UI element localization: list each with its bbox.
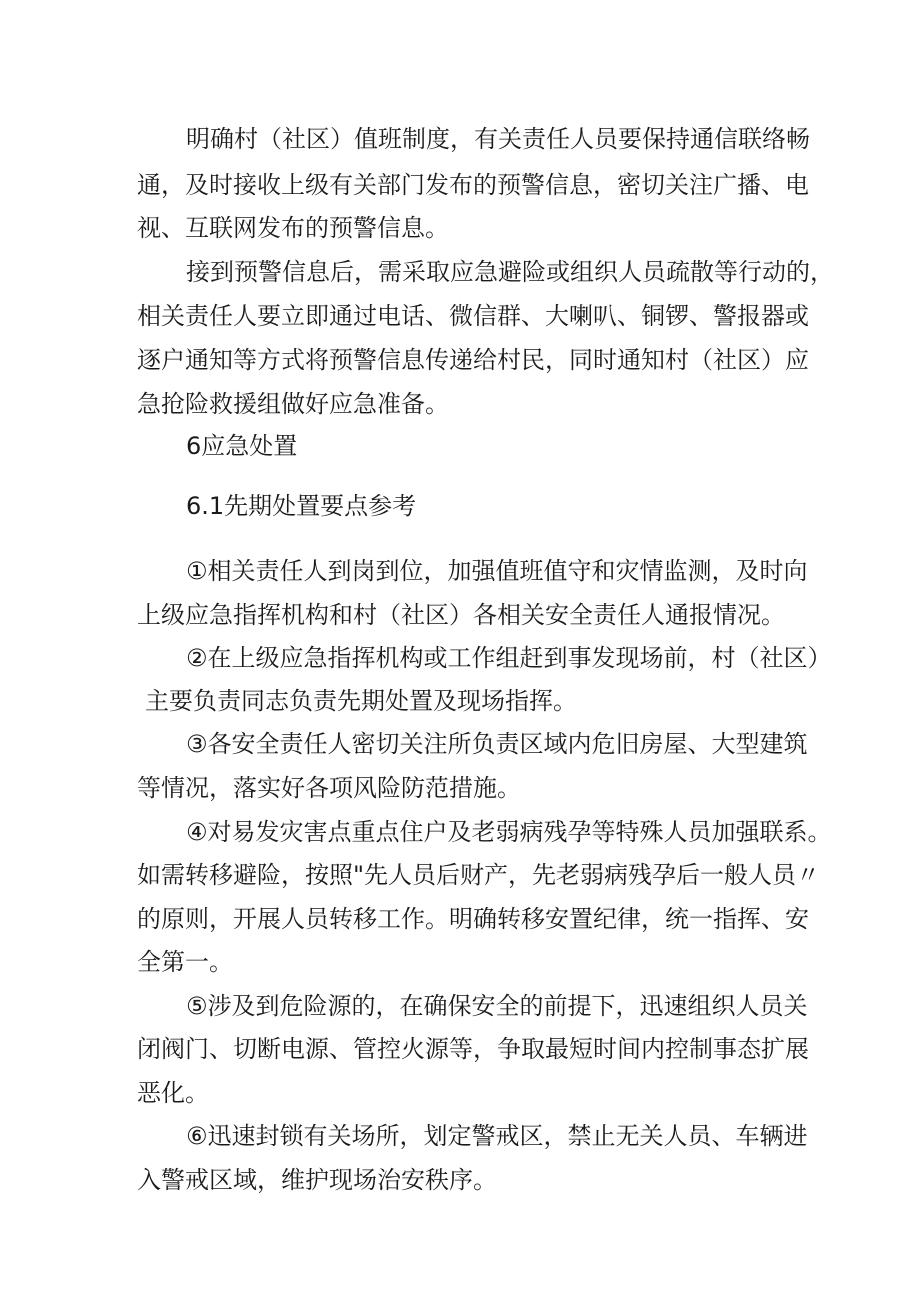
list-item-line: 如需转移避险，按照"先人员后财产，先老弱病残孕后一般人员〃 [137, 861, 821, 889]
list-item-line: ③各安全责任人密切关注所负责区域内危旧房屋、大型建筑 [186, 730, 808, 758]
list-item-line: ⑥迅速封锁有关场所，划定警戒区，禁止无关人员、车辆进 [186, 1122, 808, 1150]
subsection-heading: 6.1先期处置要点参考 [186, 492, 417, 520]
list-item-line: 全第一。 [137, 948, 233, 976]
list-item-line: ⑤涉及到危险源的，在确保安全的前提下，迅速组织人员关 [186, 992, 808, 1020]
list-item-line: 上级应急指挥机构和村（社区）各相关安全责任人通报情况。 [137, 601, 785, 629]
paragraph-line: 通，及时接收上级有关部门发布的预警信息，密切关注广播、电 [137, 171, 809, 199]
paragraph-line: 急抢险救援组做好应急准备。 [137, 390, 449, 418]
paragraph-line: 接到预警信息后，需采取应急避险或组织人员疏散等行动的， [186, 258, 834, 286]
paragraph-line: 明确村（社区）值班制度，有关责任人员要保持通信联络畅 [186, 125, 810, 153]
list-item-line: 等情况，落实好各项风险防范措施。 [137, 774, 521, 802]
section-heading: 6应急处置 [186, 432, 298, 460]
list-item-line: ②在上级应急指挥机构或工作组赶到事发现场前，村（社区） [186, 644, 832, 672]
list-item-line: 主要负责同志负责先期处置及现场指挥。 [145, 687, 577, 715]
list-item-line: 恶化。 [137, 1079, 209, 1107]
list-item-line: 闭阀门、切断电源、管控火源等，争取最短时间内控制事态扩展 [137, 1035, 809, 1063]
paragraph-line: 相关责任人要立即通过电话、微信群、大喇叭、铜锣、警报器或 [137, 302, 809, 330]
list-item-line: 入警戒区域，维护现场治安秩序。 [137, 1166, 497, 1194]
paragraph-line: 逐户通知等方式将预警信息传递给村民，同时通知村（社区）应 [137, 346, 809, 374]
list-item-line: 的原则，开展人员转移工作。明确转移安置纪律，统一指挥、安 [137, 905, 809, 933]
paragraph-line: 视、互联网发布的预警信息。 [137, 214, 449, 242]
list-item-line: ④对易发灾害点重点住户及老弱病残孕等特殊人员加强联系。 [186, 818, 832, 846]
list-item-line: ①相关责任人到岗到位，加强值班值守和灾情监测，及时向 [186, 557, 808, 585]
